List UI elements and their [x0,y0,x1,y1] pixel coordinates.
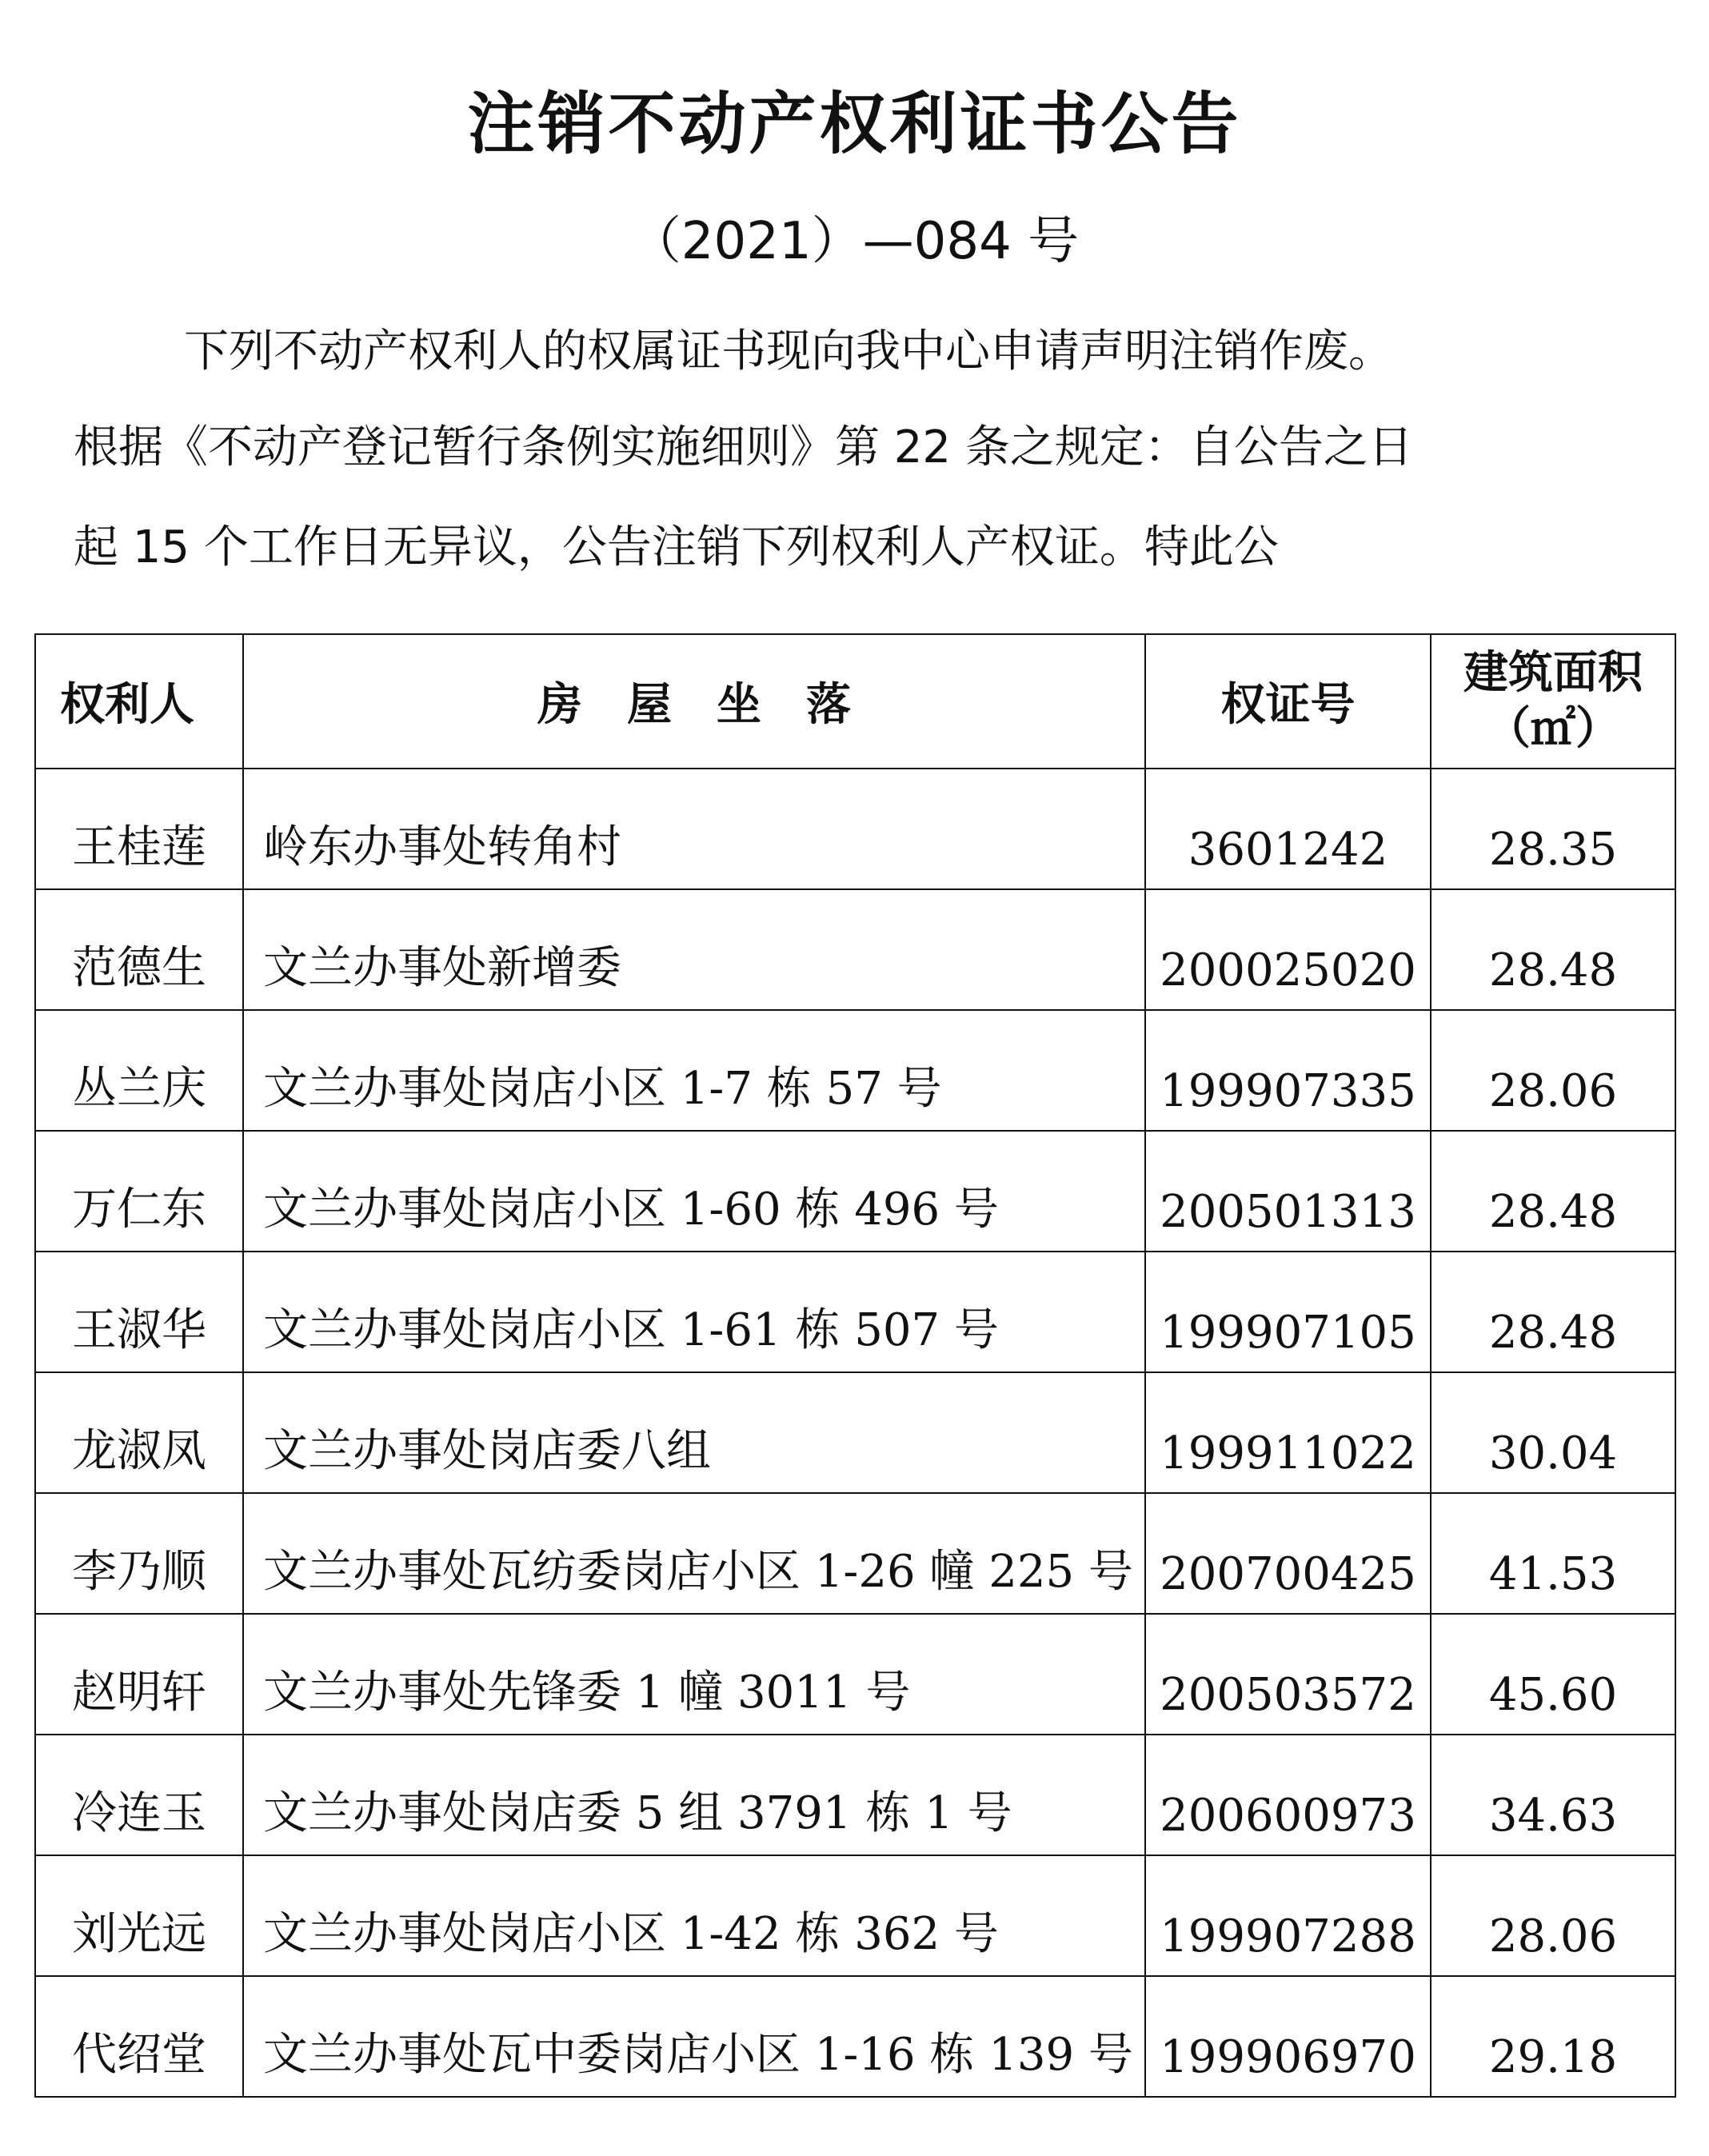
cert-cell: 3601242 [1145,769,1431,889]
address-cell: 文兰办事处瓦中委岗店小区 1-16 栋 139 号 [243,1976,1145,2097]
table-row [35,1735,1675,1855]
header-owner: 权利人 [35,634,243,769]
area-cell: 30.04 [1431,1372,1675,1493]
address-cell: 文兰办事处岗店小区 1-60 栋 496 号 [243,1131,1145,1252]
notice-paragraph-line-1: 下列不动产权利人的权属证书现向我中心申请声明注销作废。 [184,325,1393,377]
table-row [35,1855,1675,1976]
cert-cell: 200600973 [1145,1735,1431,1855]
table-row [35,1493,1675,1614]
table-row [35,1131,1675,1252]
notice-number: （2021）—084 号 [629,212,1080,271]
address-cell: 文兰办事处岗店小区 1-61 栋 507 号 [243,1252,1145,1372]
area-cell: 28.48 [1431,1252,1675,1372]
owner-cell: 代绍堂 [35,1976,243,2097]
area-cell: 28.48 [1431,1131,1675,1252]
address-cell: 文兰办事处岗店小区 1-42 栋 362 号 [243,1855,1145,1976]
owner-cell: 赵明轩 [35,1614,243,1735]
owner-cell: 万仁东 [35,1131,243,1252]
header-address: 房 屋 坐 落 [243,634,1145,769]
area-cell: 28.06 [1431,1010,1675,1131]
area-cell: 28.35 [1431,769,1675,889]
cert-cell: 199907288 [1145,1855,1431,1976]
area-cell: 28.48 [1431,889,1675,1010]
address-cell: 文兰办事处先锋委 1 幢 3011 号 [243,1614,1145,1735]
address-cell: 文兰办事处岗店委 5 组 3791 栋 1 号 [243,1735,1145,1855]
header-area-unit: （㎡） [1486,703,1620,755]
owner-cell: 刘光远 [35,1855,243,1976]
cert-cell: 199907335 [1145,1010,1431,1131]
owner-cell: 李乃顺 [35,1493,243,1614]
address-cell: 文兰办事处新增委 [243,889,1145,1010]
cert-cell: 200503572 [1145,1614,1431,1735]
area-cell: 34.63 [1431,1735,1675,1855]
records-table [34,633,1676,2098]
owner-cell: 王桂莲 [35,769,243,889]
address-cell: 文兰办事处岗店委八组 [243,1372,1145,1493]
address-cell: 文兰办事处瓦纺委岗店小区 1-26 幢 225 号 [243,1493,1145,1614]
table-row [35,1372,1675,1493]
owner-cell: 龙淑凤 [35,1372,243,1493]
area-cell: 41.53 [1431,1493,1675,1614]
cert-cell: 200700425 [1145,1493,1431,1614]
owner-cell: 冷连玉 [35,1735,243,1855]
notice-paragraph-line-2: 根据《不动产登记暂行条例实施细则》第 22 条之规定：自公告之日 [74,421,1413,473]
table-row [35,889,1675,1010]
owner-cell: 范德生 [35,889,243,1010]
owner-cell: 丛兰庆 [35,1010,243,1131]
area-cell: 45.60 [1431,1614,1675,1735]
owner-cell: 王淑华 [35,1252,243,1372]
address-cell: 文兰办事处岗店小区 1-7 栋 57 号 [243,1010,1145,1131]
cert-cell: 199911022 [1145,1372,1431,1493]
cert-cell: 200501313 [1145,1131,1431,1252]
table-row [35,1614,1675,1735]
table-row [35,1252,1675,1372]
address-cell: 岭东办事处转角村 [243,769,1145,889]
table-header-row [35,634,1675,769]
cert-cell: 200025020 [1145,889,1431,1010]
table-row [35,769,1675,889]
cert-cell: 199906970 [1145,1976,1431,2097]
notice-paragraph-line-3: 起 15 个工作日无异议，公告注销下列权利人产权证。特此公 [74,521,1279,573]
table-row [35,1976,1675,2097]
header-area [1431,634,1675,769]
header-area-label: 建筑面积 [1463,647,1643,699]
notice-title: 注销不动产权利证书公告 [467,85,1242,163]
header-cert: 权证号 [1145,634,1431,769]
area-cell: 28.06 [1431,1855,1675,1976]
cert-cell: 199907105 [1145,1252,1431,1372]
table-row [35,1010,1675,1131]
area-cell: 29.18 [1431,1976,1675,2097]
